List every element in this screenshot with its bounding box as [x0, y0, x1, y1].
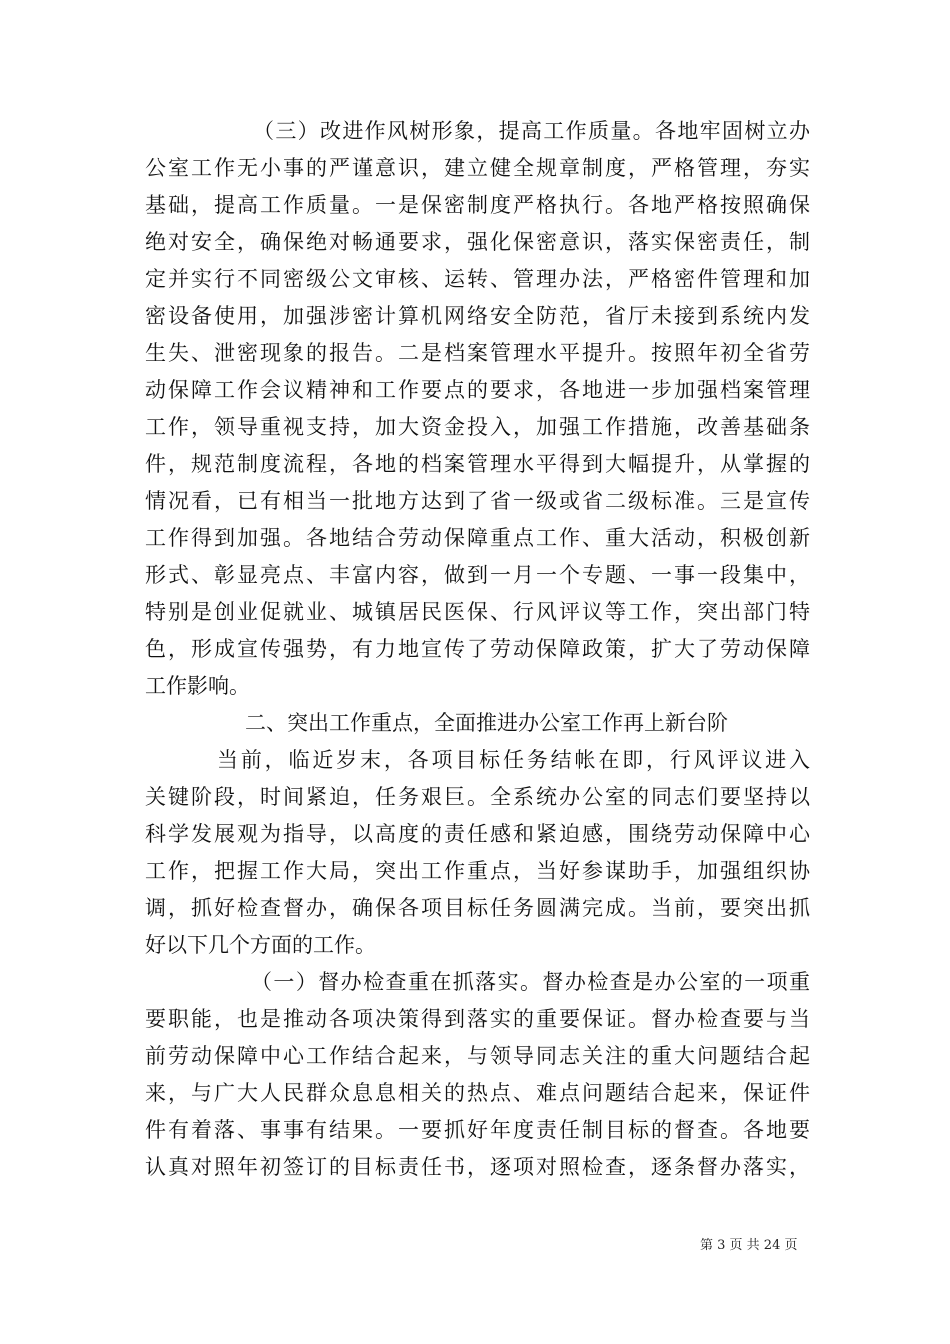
text-line: 公室工作无小事的严谨意识，建立健全规章制度，严格管理，夯实	[145, 156, 810, 180]
text-line: 关键阶段，时间紧迫，任务艰巨。全系统办公室的同志们要坚持以	[145, 785, 810, 809]
document-body	[145, 113, 810, 1186]
text-line: 件有着落、事事有结果。一要抓好年度责任制目标的督查。各地要	[145, 1118, 810, 1142]
text-line: 生失、泄密现象的报告。二是档案管理水平提升。按照年初全省劳	[145, 341, 810, 365]
text-line: 当前，临近岁末，各项目标任务结帐在即，行风评议进入	[217, 748, 810, 772]
text-line: 工作得到加强。各地结合劳动保障重点工作、重大活动，积极创新	[145, 526, 810, 550]
text-line: 情况看，已有相当一批地方达到了省一级或省二级标准。三是宣传	[145, 489, 810, 513]
text-line: 要职能，也是推动各项决策得到落实的重要保证。督办检查要与当	[145, 1007, 810, 1031]
text-line: 工作，领导重视支持，加大资金投入，加强工作措施，改善基础条	[145, 415, 810, 439]
text-line: （一）督办检查重在抓落实。督办检查是办公室的一项重	[251, 970, 810, 994]
paragraph	[145, 705, 810, 742]
text-line: 科学发展观为指导，以高度的责任感和紧迫感，围绕劳动保障中心	[145, 822, 810, 846]
paragraph	[145, 113, 810, 705]
text-line: 二、突出工作重点，全面推进办公室工作再上新台阶	[245, 711, 728, 735]
text-line: 色，形成宣传强势，有力地宣传了劳动保障政策，扩大了劳动保障	[145, 637, 810, 661]
text-line: 好以下几个方面的工作。	[145, 933, 376, 957]
text-line: 来，与广大人民群众息息相关的热点、难点问题结合起来，保证件	[145, 1081, 810, 1105]
text-line: 工作，把握工作大局，突出工作重点，当好参谋助手，加强组织协	[145, 859, 810, 883]
text-line: 件，规范制度流程，各地的档案管理水平得到大幅提升，从掌握的	[145, 452, 810, 476]
text-line: 形式、彰显亮点、丰富内容，做到一月一个专题、一事一段集中，	[145, 563, 810, 587]
text-line: 工作影响。	[145, 674, 250, 698]
text-line: 认真对照年初签订的目标责任书，逐项对照检查，逐条督办落实，	[145, 1155, 810, 1179]
text-line: 绝对安全，确保绝对畅通要求，强化保密意识，落实保密责任，制	[145, 230, 810, 254]
text-line: 前劳动保障中心工作结合起来，与领导同志关注的重大问题结合起	[145, 1044, 810, 1068]
paragraph	[145, 742, 810, 964]
text-line: 调，抓好检查督办，确保各项目标任务圆满完成。当前，要突出抓	[145, 896, 810, 920]
text-line: 动保障工作会议精神和工作要点的要求，各地进一步加强档案管理	[145, 378, 810, 402]
page-footer: 第 3 页 共 24 页	[700, 1238, 798, 1253]
text-line: 特别是创业促就业、城镇居民医保、行风评议等工作，突出部门特	[145, 600, 810, 624]
text-line: （三）改进作风树形象，提高工作质量。各地牢固树立办	[253, 119, 810, 143]
paragraph	[145, 964, 810, 1186]
text-line: 定并实行不同密级公文审核、运转、管理办法，严格密件管理和加	[145, 267, 810, 291]
text-line: 密设备使用，加强涉密计算机网络安全防范，省厅未接到系统内发	[145, 304, 810, 328]
text-line: 基础，提高工作质量。一是保密制度严格执行。各地严格按照确保	[145, 193, 810, 217]
